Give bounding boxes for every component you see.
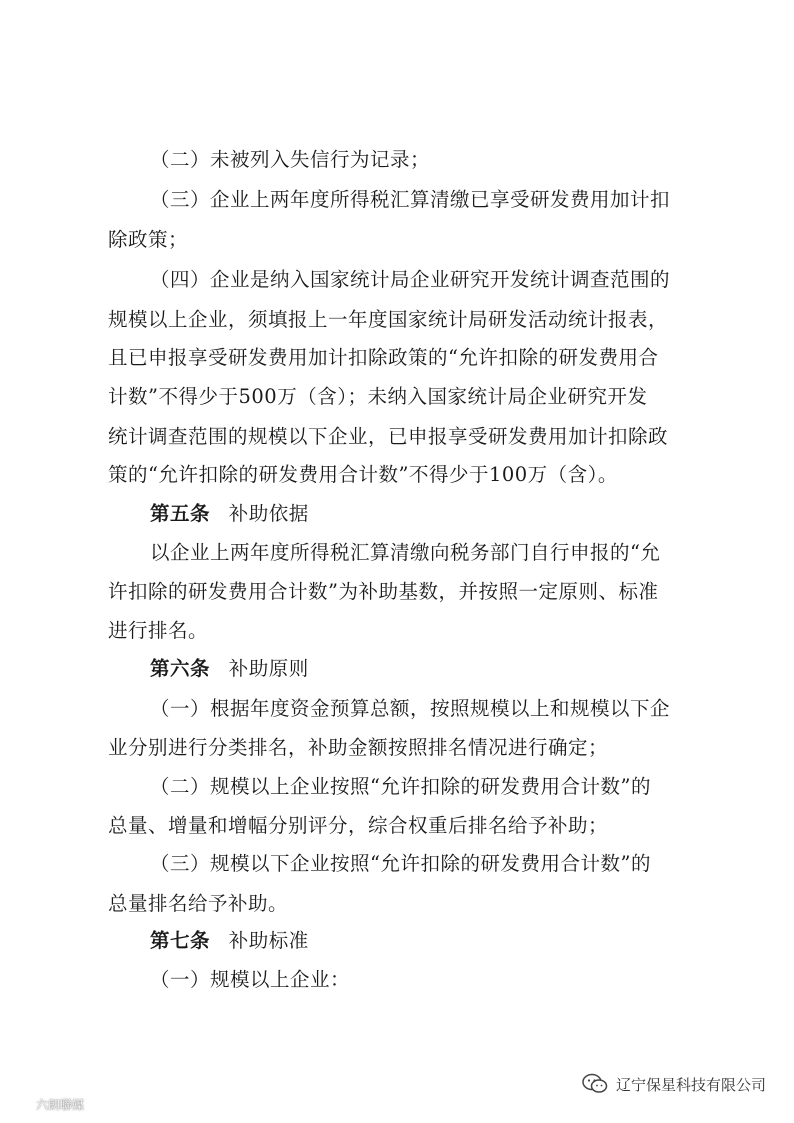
paragraph-line: 除政策； (108, 228, 189, 251)
watermark-logo-icon (10, 1097, 32, 1113)
article-heading (0, 929, 794, 953)
paragraph-line: （一）规模以上企业： (150, 968, 351, 991)
paragraph-line: 总量、增量和增幅分别评分，综合权重后排名给予补助； (108, 814, 609, 837)
paragraph-line: （一）根据年度资金预算总额，按照规模以上和规模以下企 (150, 697, 671, 720)
paragraph-line: （二）规模以上企业按照“允许扣除的研发费用合计数”的 (150, 775, 651, 798)
article-title: 补助依据 (228, 502, 309, 525)
paragraph-line: （三）企业上两年度所得税汇算清缴已享受研发费用加计扣 (150, 188, 671, 211)
article-heading (0, 657, 794, 681)
article-title: 补助原则 (228, 657, 309, 680)
paragraph-line: 统计调查范围的规模以下企业，已申报享受研发费用加计扣除政 (108, 425, 669, 448)
article-number: 第六条 (150, 657, 211, 680)
article-heading (0, 502, 794, 526)
wechat-account-badge[interactable] (582, 1073, 766, 1095)
article-title: 补助标准 (228, 929, 309, 952)
wechat-icon (582, 1073, 608, 1095)
paragraph-line: 策的“允许扣除的研发费用合计数”不得少于100万（含）。 (108, 463, 618, 486)
paragraph-line: （三）规模以下企业按照“允许扣除的研发费用合计数”的 (150, 852, 651, 875)
paragraph-line: 且已申报享受研发费用加计扣除政策的“允许扣除的研发费用合 (108, 346, 659, 369)
paragraph-line: （二）未被列入失信行为记录； (150, 148, 431, 171)
watermark-text: 六朗聯媒 (36, 1098, 85, 1112)
paragraph-line: 规模以上企业，须填报上一年度国家统计局研发活动统计报表， (108, 308, 669, 331)
paragraph-line: 总量排名给予补助。 (108, 892, 289, 915)
article-number: 第五条 (150, 502, 211, 525)
account-name: 辽宁保星科技有限公司 (615, 1075, 766, 1094)
article-number: 第七条 (150, 929, 211, 952)
paragraph-line: 进行排名。 (108, 619, 209, 642)
paragraph-line: （四）企业是纳入国家统计局企业研究开发统计调查范围的 (150, 268, 671, 291)
paragraph-line: 计数”不得少于500万（含）；未纳入国家统计局企业研究开发 (108, 385, 648, 408)
paragraph-line: 业分别进行分类排名，补助金额按照排名情况进行确定； (108, 736, 609, 759)
paragraph-line: 许扣除的研发费用合计数”为补助基数，并按照一定原则、标准 (108, 580, 659, 603)
watermark (10, 1096, 84, 1113)
paragraph-line: 以企业上两年度所得税汇算清缴向税务部门自行申报的“允 (150, 541, 661, 564)
